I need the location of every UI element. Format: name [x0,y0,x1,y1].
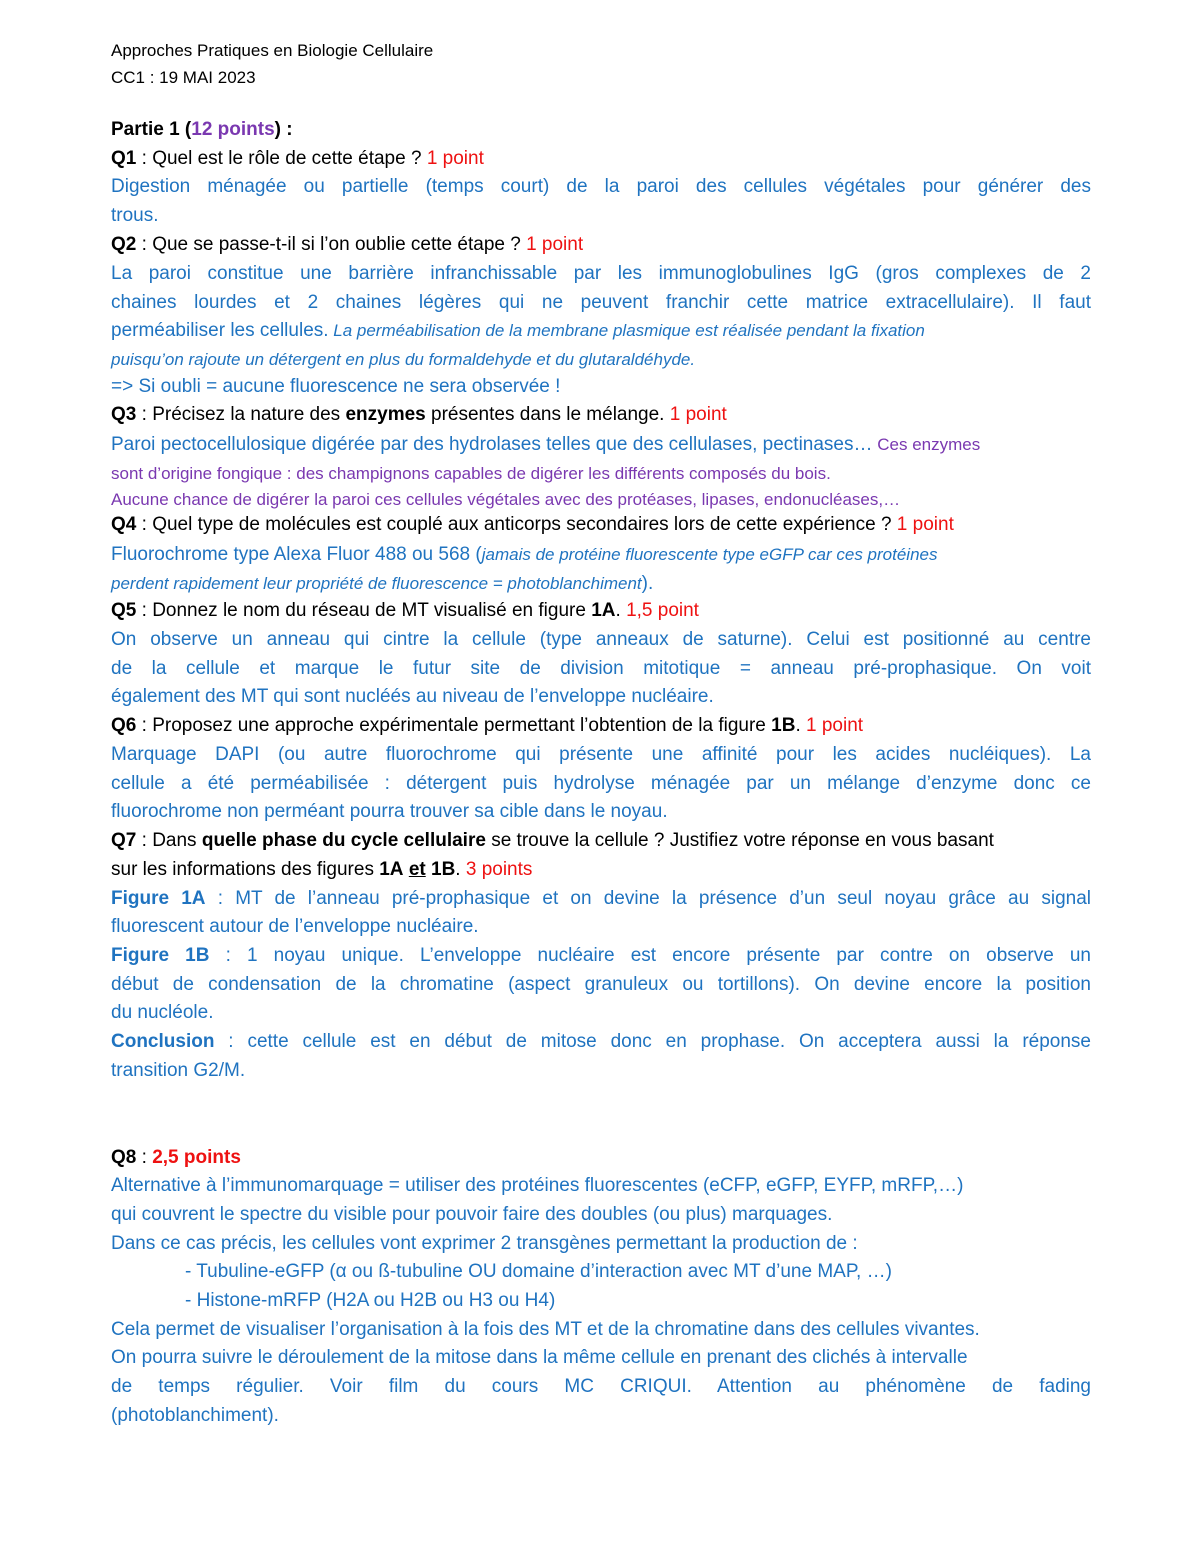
q1-answer-line: Digestion ménagée ou partielle (temps court) de la paroi des cellules végétales pour générer des [111,176,1091,197]
q8-answer-line: Alternative à l’immunomarquage = utiliser des protéines fluorescentes (eCFP, eGFP, EYFP, mRFP,…) [111,1175,964,1196]
section-label: Partie 1 ( [111,119,192,140]
q8-answer-line: On pourra suivre le déroulement de la mitose dans la même cellule en prenant des clichés à intervalle [111,1347,968,1368]
q7-fig1b-label: Figure 1B [111,945,210,966]
q7-fig1a-label: Figure 1A [111,888,206,909]
q6-text: . [795,715,807,736]
q5-answer-line: également des MT qui sont nucléés au niveau de l’enveloppe nucléaire. [111,686,714,707]
q2-question [111,230,1091,259]
q7-text-bold: quelle phase du cycle cellulaire [201,830,486,851]
q7-text: se trouve la cellule ? Justifiez votre réponse en vous basant [485,830,994,851]
q3-answer-note: sont d’origine fongique : des champignons capables de digérer les différents composés du bois. [111,464,831,483]
q2-answer-line [111,316,1091,345]
document-subtitle: CC1 : 19 MAI 2023 [111,68,256,87]
q4-answer-text: ). [641,573,654,594]
q1-question [111,144,1091,173]
q7-text: sur les informations des figures [111,859,380,880]
q3-answer-text: Paroi pectocellulosique digérée par des hydrolases telles que des cellulases, pectinases… [111,434,873,455]
q4-answer-text: Fluorochrome type Alexa Fluor 488 ou 568 ( [111,544,482,565]
q6-question [111,711,1091,740]
q8-answer-line: (photoblanchiment). [111,1405,279,1426]
q6-number: Q6 [111,715,137,736]
q7-answer-text: : cette cellule est en début de mitose donc en prophase. On acceptera aussi la réponse [214,1031,1091,1052]
q3-text: présentes dans le mélange. [425,404,670,425]
q3-points: 1 point [669,404,727,425]
q2-answer-note: puisqu’on rajoute un détergent en plus du formaldehyde et du glutaraldéhyde. [111,350,696,369]
q7-question [111,826,1091,855]
q7-answer-line [111,884,1091,913]
q1-number: Q1 [111,148,137,169]
q8-text: : [136,1147,153,1168]
q1-text: : Quel est le rôle de cette étape ? [136,148,427,169]
document-title: Approches Pratiques en Biologie Cellulaire [111,41,434,60]
q7-answer-line [111,941,1091,970]
q7-answer-line: du nucléole. [111,1002,214,1023]
section-heading [111,115,1091,144]
q1-points: 1 point [426,148,484,169]
q3-text-bold: enzymes [345,404,426,425]
q4-answer-line [111,540,1091,569]
q8-answer-line: qui couvrent le spectre du visible pour pouvoir faire des doubles (ou plus) marquages. [111,1204,833,1225]
q6-answer-line: Marquage DAPI (ou autre fluorochrome qui présente une affinité pour les acides nucléiques). La [111,744,1091,765]
q8-number: Q8 [111,1147,137,1168]
q3-text: : Précisez la nature des [136,404,346,425]
q2-answer-note: La perméabilisation de la membrane plasmique est réalisée pendant la fixation [328,321,925,340]
q3-question [111,400,1091,429]
q6-answer-line: cellule a été perméabilisée : détergent puis hydrolyse ménagée par un mélange d’enzyme donc ce [111,773,1091,794]
q7-points: 3 points [465,859,533,880]
q7-conclusion-label: Conclusion [111,1031,215,1052]
q5-text: : Donnez le nom du réseau de MT visualisé en figure [136,600,592,621]
q6-answer-line: fluorochrome non perméant pourra trouver sa cible dans le noyau. [111,801,668,822]
q7-figure-ref: 1A [379,859,404,880]
q7-answer-line: début de condensation de la chromatine (aspect granuleux ou tortillons). On devine encore la position [111,974,1091,995]
q8-answer-line: Dans ce cas précis, les cellules vont exprimer 2 transgènes permettant la production de : [111,1233,858,1254]
q4-answer-line [111,569,1091,598]
q2-answer-text: perméabiliser les cellules. [111,320,329,341]
q4-number: Q4 [111,514,137,535]
q8-question [111,1143,1091,1172]
q6-figure-ref: 1B [771,715,796,736]
q2-answer-line: chaines lourdes et 2 chaines légères qui ne peuvent franchir cette matrice extracellulaire). Il faut [111,292,1091,313]
q3-answer-note: Ces enzymes [872,435,981,454]
q2-text: : Que se passe-t-il si l’on oublie cette étape ? [136,234,527,255]
q6-text: : Proposez une approche expérimentale permettant l’obtention de la figure [136,715,772,736]
q8-list-item: - Histone-mRFP (H2A ou H2B ou H3 ou H4) [185,1290,556,1311]
section-points: 12 points [191,119,275,140]
q5-points: 1,5 point [626,600,699,621]
q3-number: Q3 [111,404,137,425]
q8-answer-line: Cela permet de visualiser l’organisation à la fois des MT et de la chromatine dans des cellules vivantes. [111,1319,980,1340]
q4-question [111,510,1091,539]
q2-number: Q2 [111,234,137,255]
q7-answer-line: fluorescent autour de l’enveloppe nucléaire. [111,916,479,937]
q7-answer-text: : 1 noyau unique. L’enveloppe nucléaire est encore présente par contre on observe un [209,945,1092,966]
q3-answer-note: Aucune chance de digérer la paroi ces cellules végétales avec des protéases, lipases, endonucléases,… [111,490,901,509]
q4-answer-note: jamais de protéine fluorescente type eGFP car ces protéines [481,545,938,564]
q5-question [111,596,1091,625]
q6-points: 1 point [806,715,864,736]
q7-answer-text: : MT de l’anneau pré-prophasique et on devine la présence d’un seul noyau grâce au signal [205,888,1092,909]
q7-answer-line [111,1027,1091,1056]
q5-answer-line: On observe un anneau qui cintre la cellule (type anneaux de saturne). Celui est positionné au centre [111,629,1091,650]
q7-answer-line: transition G2/M. [111,1060,246,1081]
q5-text: . [615,600,627,621]
q7-question-cont [111,855,1091,884]
q7-text: . [455,859,466,880]
q5-figure-ref: 1A [591,600,616,621]
q7-number: Q7 [111,830,137,851]
q5-answer-line: de la cellule et marque le futur site de division mitotique = anneau pré-prophasique. On voit [111,658,1091,679]
q2-answer-line: La paroi constitue une barrière infranchissable par les immunoglobulines IgG (gros complexes de 2 [111,263,1091,284]
q7-and: et [408,859,426,880]
q4-text: : Quel type de molécules est couplé aux anticorps secondaires lors de cette expérience ? [136,514,897,535]
q7-figure-ref: 1B [431,859,456,880]
q2-points: 1 point [526,234,584,255]
q4-points: 1 point [896,514,954,535]
q2-answer-conclusion: => Si oubli = aucune fluorescence ne sera observée ! [111,376,561,397]
q1-answer-line: trous. [111,205,159,226]
q4-answer-note: perdent rapidement leur propriété de fluorescence = photoblanchiment [111,574,642,593]
q8-list-item: - Tubuline-eGFP (α ou ß-tubuline OU domaine d’interaction avec MT d’une MAP, …) [185,1261,892,1282]
q8-answer-line: de temps régulier. Voir film du cours MC CRIQUI. Attention au phénomène de fading [111,1376,1091,1397]
q7-text: : Dans [136,830,202,851]
q8-points: 2,5 points [152,1147,241,1168]
q3-answer-line [111,430,1091,459]
q5-number: Q5 [111,600,137,621]
section-heading-end: ) : [274,119,293,140]
